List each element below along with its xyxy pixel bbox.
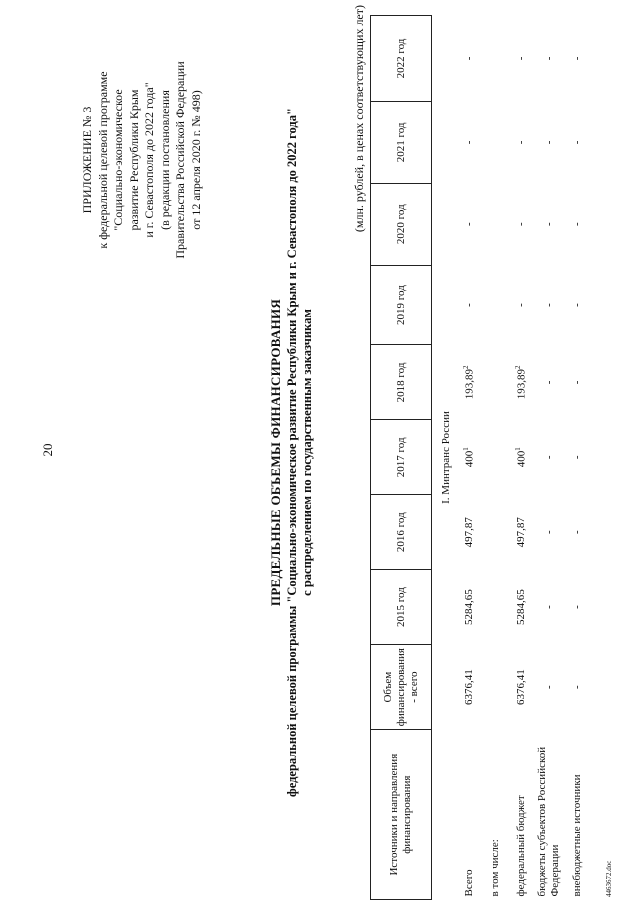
appendix-line: (в редакции постановления xyxy=(157,90,172,230)
section-row xyxy=(432,16,457,900)
table-row xyxy=(508,16,534,900)
cell-2017-value: 400 xyxy=(463,450,476,468)
cell-total: 6376,41 xyxy=(515,669,527,706)
cell-2016: - xyxy=(571,530,583,535)
cell-2020: - xyxy=(543,222,555,227)
row-label: федеральный бюджет xyxy=(514,795,527,897)
section-title: I. Минтранс России xyxy=(440,411,452,504)
header-2021: 2021 год xyxy=(371,101,432,183)
footnote-mark: 2 xyxy=(462,365,471,370)
cell-total: - xyxy=(543,685,555,689)
document-id: 4463672.doc xyxy=(605,860,613,897)
header-2020: 2020 год xyxy=(371,183,432,265)
cell-2016: 497,87 xyxy=(515,517,527,548)
cell-2019: - xyxy=(571,303,583,307)
header-2015: 2015 год xyxy=(371,570,432,645)
cell-2022: - xyxy=(515,56,527,61)
cell-2015: - xyxy=(571,605,583,609)
footnote-mark: 2 xyxy=(514,365,523,370)
subtitle-line-2: с распределением по государственным заказчикам xyxy=(300,309,314,596)
cell-2016: 497,87 xyxy=(463,517,475,548)
appendix-line: и г. Севастополя до 2022 года" xyxy=(142,82,156,238)
units-note: (млн. рублей, в ценах соответствующих лет) xyxy=(352,5,366,233)
cell-total: 6376,41 xyxy=(463,669,475,706)
cell-2018 xyxy=(456,345,482,420)
cell-total: - xyxy=(571,685,583,689)
row-label: внебюджетные источники xyxy=(570,774,583,897)
row-label: Всего xyxy=(462,869,475,897)
appendix-line: к федеральной целевой программе xyxy=(95,71,110,249)
cell-2022: - xyxy=(463,56,475,61)
header-sources: Источники и направления финансирования xyxy=(371,730,432,900)
cell-2018-value: 193,89 xyxy=(463,369,476,400)
cell-2017: - xyxy=(543,455,555,460)
cell-2015: 5284,65 xyxy=(463,589,475,625)
table-row xyxy=(482,16,508,900)
cell-2021: - xyxy=(463,140,475,145)
footnote-mark: 1 xyxy=(514,447,523,451)
row-label: в том числе: xyxy=(488,839,501,897)
header-2019: 2019 год xyxy=(371,265,432,345)
cell-2020: - xyxy=(571,222,583,227)
cell-2021: - xyxy=(515,140,527,145)
cell-2017-value: 400 xyxy=(515,450,528,468)
cell-2020: - xyxy=(515,222,527,227)
financing-table xyxy=(370,15,590,900)
cell-2021: - xyxy=(571,140,583,145)
cell-2020: - xyxy=(463,222,475,227)
table-header-row xyxy=(371,16,432,900)
cell-2015: - xyxy=(543,605,555,609)
appendix-header xyxy=(80,10,204,310)
header-2017: 2017 год xyxy=(371,420,432,495)
cell-2019: - xyxy=(463,303,475,307)
header-2016: 2016 год xyxy=(371,495,432,570)
cell-2017 xyxy=(456,420,482,495)
cell-2018 xyxy=(508,345,534,420)
cell-2022: - xyxy=(571,56,583,61)
appendix-line: "Социально-экономическое xyxy=(111,89,125,231)
cell-2021: - xyxy=(543,140,555,145)
header-2022: 2022 год xyxy=(371,16,432,102)
row-label: бюджеты субъектов Российской Федерации xyxy=(536,746,561,897)
cell-2018-value: 193,89 xyxy=(515,369,528,400)
cell-2017 xyxy=(508,420,534,495)
cell-2016: - xyxy=(543,530,555,535)
page-number: 20 xyxy=(40,443,55,457)
appendix-line: от 12 апреля 2020 г. № 498) xyxy=(188,90,203,230)
table-row xyxy=(534,16,564,900)
cell-2015: 5284,65 xyxy=(515,589,527,625)
appendix-line: ПРИЛОЖЕНИЕ № 3 xyxy=(80,106,94,214)
cell-2019: - xyxy=(543,303,555,307)
cell-2019: - xyxy=(515,303,527,307)
subtitle-line-1: федеральной целевой программы "Социально-экономическое развитие Республики Крым и г. Севастополя до 2022 года" xyxy=(285,108,299,797)
cell-2022: - xyxy=(543,56,555,61)
cell-2018: - xyxy=(571,380,583,385)
document-subtitle xyxy=(285,0,315,905)
cell-2018: - xyxy=(543,380,555,385)
appendix-line: Правительства Российской Федерации xyxy=(173,61,187,259)
header-total: Объем финансирования - всего xyxy=(371,645,432,730)
footnote-mark: 1 xyxy=(462,447,471,451)
document-title: ПРЕДЕЛЬНЫЕ ОБЪЕМЫ ФИНАНСИРОВАНИЯ xyxy=(268,298,283,607)
cell-2017: - xyxy=(571,455,583,460)
appendix-line: развитие Республики Крым xyxy=(126,89,141,231)
table-row xyxy=(456,16,482,900)
header-2018: 2018 год xyxy=(371,345,432,420)
table-row xyxy=(564,16,590,900)
